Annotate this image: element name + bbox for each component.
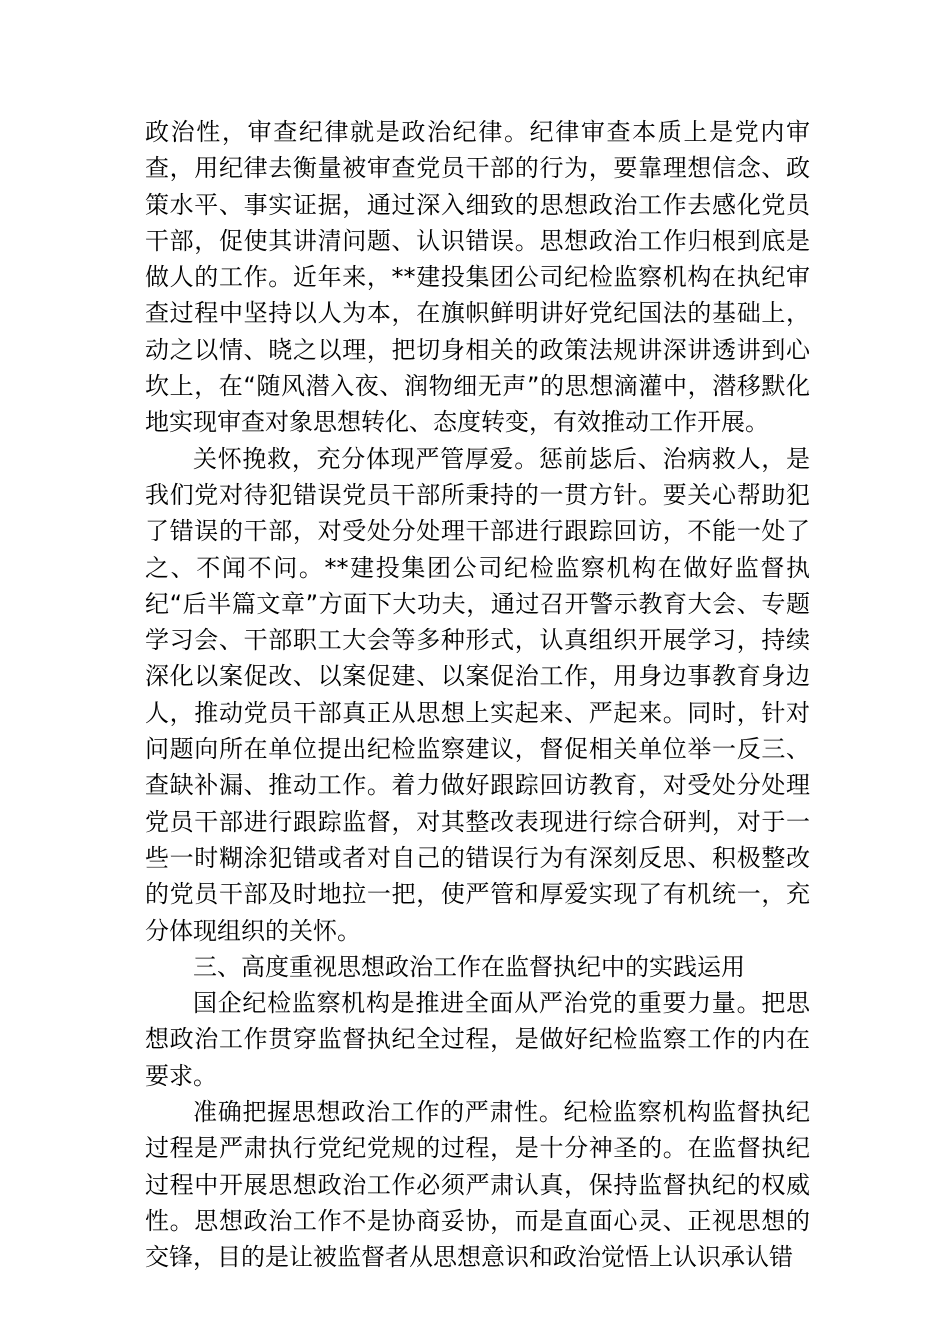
section-heading-3: 三、高度重视思想政治工作在监督执纪中的实践运用 <box>193 952 745 981</box>
paragraph-2: 关怀挽救，充分体现严管厚爱。惩前毖后、治病救人，是我们党对待犯错误党员干部所秉持的一贯方针。要关心帮助犯了错误的干部，对受处分处理干部进行跟踪回访，不能一处了之、不闻不问。**建投集团公司纪检监察机构在做好监督执纪“后半篇文章”方面下大功夫，通过召开警示教育大会、专题学习会、干部职工大会等多种形式，认真组织开展学习，持续深化以案促改、以案促建、以案促治工作，用身边事教育身边人，推动党员干部真正从思想上实起来、严起来。同时，针对问题向所在单位提出纪检监察建议，督促相关单位举一反三、查缺补漏、推动工作。着力做好跟踪回访教育，对受处分处理党员干部进行跟踪监督，对其整改表现进行综合研判，对于一些一时糊涂犯错或者对自己的错误行为有深刻反思、积极整改的党员干部及时地拉一把，使严管和厚爱实现了有机统一，充分体现组织的关怀。 <box>145 444 810 945</box>
paragraph-4: 国企纪检监察机构是推进全面从严治党的重要力量。把思想政治工作贯穿监督执纪全过程，是做好纪检监察工作的内在要求。 <box>145 989 810 1090</box>
document-body <box>145 114 810 1276</box>
paragraph-5: 准确把握思想政治工作的严肃性。纪检监察机构监督执纪过程是严肃执行党纪党规的过程，是十分神圣的。在监督执纪过程中开展思想政治工作必须严肃认真，保持监督执纪的权威性。思想政治工作不是协商妥协，而是直面心灵、正视思想的交锋，目的是让被监督者从思想意识和政治觉悟上认识承认错 <box>145 1098 810 1272</box>
paragraph-1: 政治性，审查纪律就是政治纪律。纪律审查本质上是党内审查，用纪律去衡量被审查党员干部的行为，要靠理想信念、政策水平、事实证据，通过深入细致的思想政治工作去感化党员干部，促使其讲清问题、认识错误。思想政治工作归根到底是做人的工作。近年来，**建投集团公司纪检监察机构在执纪审查过程中坚持以人为本，在旗帜鲜明讲好党纪国法的基础上，动之以情、晓之以理，把切身相关的政策法规讲深讲透讲到心坎上，在“随风潜入夜、润物细无声”的思想滴灌中，潜移默化地实现审查对象思想转化、态度转变，有效推动工作开展。 <box>145 118 810 437</box>
